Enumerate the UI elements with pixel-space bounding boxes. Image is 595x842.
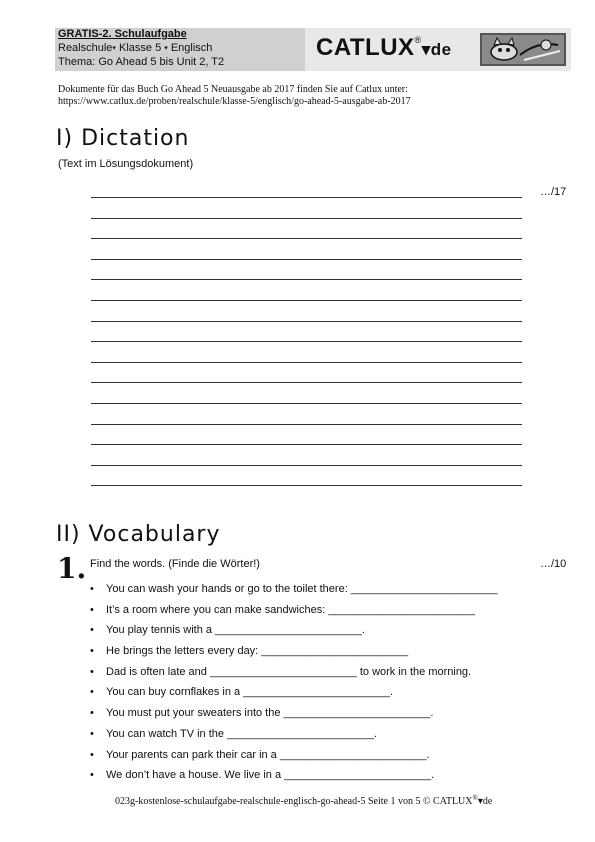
vocabulary-item[interactable]: • Dad is often late and ________________________ to work in the morning. xyxy=(90,665,580,686)
footer-text: 023g-kostenlose-schulaufgabe-realschule-englisch-go-ahead-5 Seite 1 von 5 © CATLUX xyxy=(115,796,473,807)
logo-suffix: de xyxy=(430,40,452,59)
logo-main: CATLUX xyxy=(316,34,415,61)
exam-meta xyxy=(58,42,212,55)
footer-arrow: ▾ xyxy=(477,796,483,807)
task-instruction: Find the words. (Finde die Wörter!) xyxy=(90,558,260,570)
exam-topic: Thema: Go Ahead 5 bis Unit 2, T2 xyxy=(58,56,225,68)
writing-line[interactable] xyxy=(91,362,522,363)
vocabulary-item[interactable]: • You must put your sweaters into the ________________________. xyxy=(90,706,580,727)
dictation-note: (Text im Lösungsdokument) xyxy=(58,158,194,170)
writing-line[interactable] xyxy=(91,424,522,425)
exam-title: GRATIS-2. Schulaufgabe xyxy=(58,28,187,40)
vocabulary-item[interactable]: • It’s a room where you can make sandwiches: ________________________ xyxy=(90,603,580,624)
logo-arrow: ▾ xyxy=(421,40,431,59)
writing-line[interactable] xyxy=(91,382,522,383)
writing-line[interactable] xyxy=(91,341,522,342)
page-footer xyxy=(115,794,492,807)
footer-registered: ® xyxy=(472,794,478,802)
grade: Klasse 5 xyxy=(119,42,162,54)
section-dictation-heading: I) Dictation xyxy=(56,126,190,151)
subject: Englisch xyxy=(170,42,213,54)
dropdown-arrow-icon: ▾ xyxy=(164,45,168,52)
vocabulary-item[interactable]: • You can buy cornflakes in a ________________________. xyxy=(90,685,580,706)
vocabulary-item[interactable]: • He brings the letters every day: ________________________ xyxy=(90,644,580,665)
writing-line[interactable] xyxy=(91,279,522,280)
catlux-logo xyxy=(316,34,452,62)
writing-line[interactable] xyxy=(91,321,522,322)
writing-line[interactable] xyxy=(91,465,522,466)
vocabulary-score: …/10 xyxy=(540,558,567,570)
logo-registered: ® xyxy=(414,35,422,45)
intro-url: https://www.catlux.de/proben/realschule/klasse-5/englisch/go-ahead-5-ausgabe-ab-2017 xyxy=(58,96,411,107)
writing-line[interactable] xyxy=(91,238,522,239)
vocabulary-item[interactable]: • You can wash your hands or go to the toilet there: ________________________ xyxy=(90,582,580,603)
writing-line[interactable] xyxy=(91,218,522,219)
writing-line[interactable] xyxy=(91,197,522,198)
dictation-score: …/17 xyxy=(540,186,567,198)
intro-line-1: Dokumente für das Buch Go Ahead 5 Neuausgabe ab 2017 finden Sie auf Catlux unter: xyxy=(58,84,408,95)
writing-line[interactable] xyxy=(91,485,522,486)
writing-line[interactable] xyxy=(91,300,522,301)
section-vocabulary-heading: II) Vocabulary xyxy=(56,522,221,547)
task-number: 1. xyxy=(57,552,87,585)
vocabulary-item[interactable]: • You can watch TV in the ________________________. xyxy=(90,727,580,748)
writing-line[interactable] xyxy=(91,259,522,260)
school-type: Realschule xyxy=(58,42,113,54)
vocabulary-item[interactable]: • You play tennis with a ________________________. xyxy=(90,623,580,644)
writing-line[interactable] xyxy=(91,444,522,445)
vocabulary-item[interactable]: • We don’t have a house. We live in a ________________________. xyxy=(90,768,580,789)
writing-line[interactable] xyxy=(91,403,522,404)
vocabulary-list xyxy=(90,582,580,789)
cat-mascot-icon xyxy=(480,33,566,66)
vocabulary-item[interactable]: • Your parents can park their car in a ________________________. xyxy=(90,748,580,769)
dropdown-arrow-icon: ▾ xyxy=(112,45,116,52)
footer-suffix: de xyxy=(482,796,493,807)
